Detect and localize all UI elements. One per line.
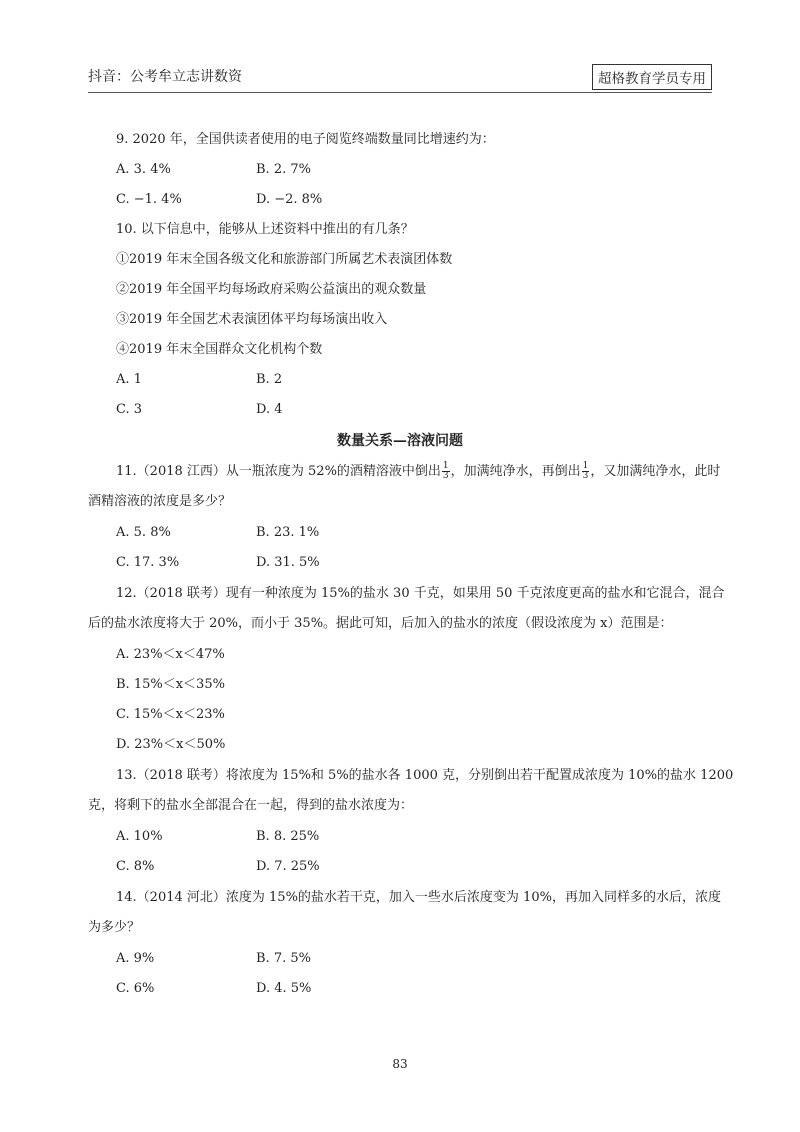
q11-fraction-2: $\frac{1}{3}$ bbox=[582, 461, 589, 481]
section-title: 数量关系—溶液问题 bbox=[337, 433, 463, 449]
q13-option-c: C. 8% bbox=[116, 859, 155, 874]
q11-stem-part-1: 11.（2018 江西）从一瓶浓度为 52%的酒精溶液中倒出 bbox=[116, 464, 441, 479]
header-divider bbox=[88, 92, 712, 93]
q10-item-4: ④2019 年末全国群众文化机构个数 bbox=[116, 342, 323, 357]
q10-item-2: ②2019 年全国平均每场政府采购公益演出的观众数量 bbox=[116, 282, 427, 297]
q9-option-a: A. 3. 4% bbox=[116, 162, 171, 177]
q9-option-c: C. −1. 4% bbox=[116, 192, 182, 207]
q13-stem-line-2: 克，将剩下的盐水全部混合在一起，得到的盐水浓度为： bbox=[88, 798, 414, 813]
q12-option-d: D. 23%＜x＜50% bbox=[116, 737, 226, 752]
q10-item-3: ③2019 年全国艺术表演团体平均每场演出收入 bbox=[116, 312, 388, 327]
q13-stem-line-1: 13.（2018 联考）将浓度为 15%和 5%的盐水各 1000 克，分别倒出若干配置成浓度为 10%的盐水 1200 bbox=[116, 768, 734, 783]
q11-stem-part-3: ，又加满纯净水，此时 bbox=[590, 464, 721, 479]
q11-fraction-1: $\frac{1}{3}$ bbox=[442, 461, 449, 481]
header-left-text: 抖音：公考牟立志讲数资 bbox=[88, 69, 242, 85]
q12-stem-line-1: 12.（2018 联考）现有一种浓度为 15%的盐水 30 千克，如果用 50 千克浓度更高的盐水和它混合，混合 bbox=[116, 586, 725, 601]
q13-option-a: A. 10% bbox=[116, 829, 163, 844]
q12-option-a: A. 23%＜x＜47% bbox=[116, 647, 225, 662]
q12-option-c: C. 15%＜x＜23% bbox=[116, 707, 225, 722]
q11-stem-line-2: 酒精溶液的浓度是多少？ bbox=[88, 494, 232, 509]
q14-option-b: B. 7. 5% bbox=[256, 951, 311, 966]
q14-option-c: C. 6% bbox=[116, 981, 155, 996]
q10-option-c: C. 3 bbox=[116, 402, 143, 417]
q11-option-d: D. 31. 5% bbox=[256, 555, 320, 570]
q11-option-b: B. 23. 1% bbox=[256, 525, 320, 540]
q10-stem: 10. 以下信息中，能够从上述资料中推出的有几条？ bbox=[116, 222, 414, 237]
q11-stem-line-1 bbox=[116, 462, 720, 482]
q10-option-a: A. 1 bbox=[116, 372, 142, 387]
q9-stem: 9. 2020 年，全国供读者使用的电子阅览终端数量同比增速约为： bbox=[116, 132, 495, 147]
q14-option-a: A. 9% bbox=[116, 951, 155, 966]
q11-option-a: A. 5. 8% bbox=[116, 525, 171, 540]
q10-option-d: D. 4 bbox=[256, 402, 283, 417]
q12-option-b: B. 15%＜x＜35% bbox=[116, 677, 225, 692]
q11-stem-part-2: ，加满纯净水，再倒出 bbox=[450, 464, 581, 479]
header-right-badge: 超格教育学员专用 bbox=[592, 64, 712, 90]
q14-option-d: D. 4. 5% bbox=[256, 981, 312, 996]
q13-option-b: B. 8. 25% bbox=[256, 829, 320, 844]
q12-stem-line-2: 后的盐水浓度将大于 20%，而小于 35%。据此可知，后加入的盐水的浓度（假设浓度为 x）范围是： bbox=[88, 616, 673, 631]
page-number: 83 bbox=[392, 1057, 408, 1071]
q11-option-c: C. 17. 3% bbox=[116, 555, 180, 570]
q9-option-b: B. 2. 7% bbox=[256, 162, 311, 177]
q14-stem-line-2: 为多少？ bbox=[88, 920, 141, 935]
q14-stem-line-1: 14.（2014 河北）浓度为 15%的盐水若干克，加入一些水后浓度变为 10%，再加入同样多的水后，浓度 bbox=[116, 890, 721, 905]
q10-option-b: B. 2 bbox=[256, 372, 283, 387]
q13-option-d: D. 7. 25% bbox=[256, 859, 320, 874]
q10-item-1: ①2019 年末全国各级文化和旅游部门所属艺术表演团体数 bbox=[116, 252, 453, 267]
q9-option-d: D. −2. 8% bbox=[256, 192, 323, 207]
